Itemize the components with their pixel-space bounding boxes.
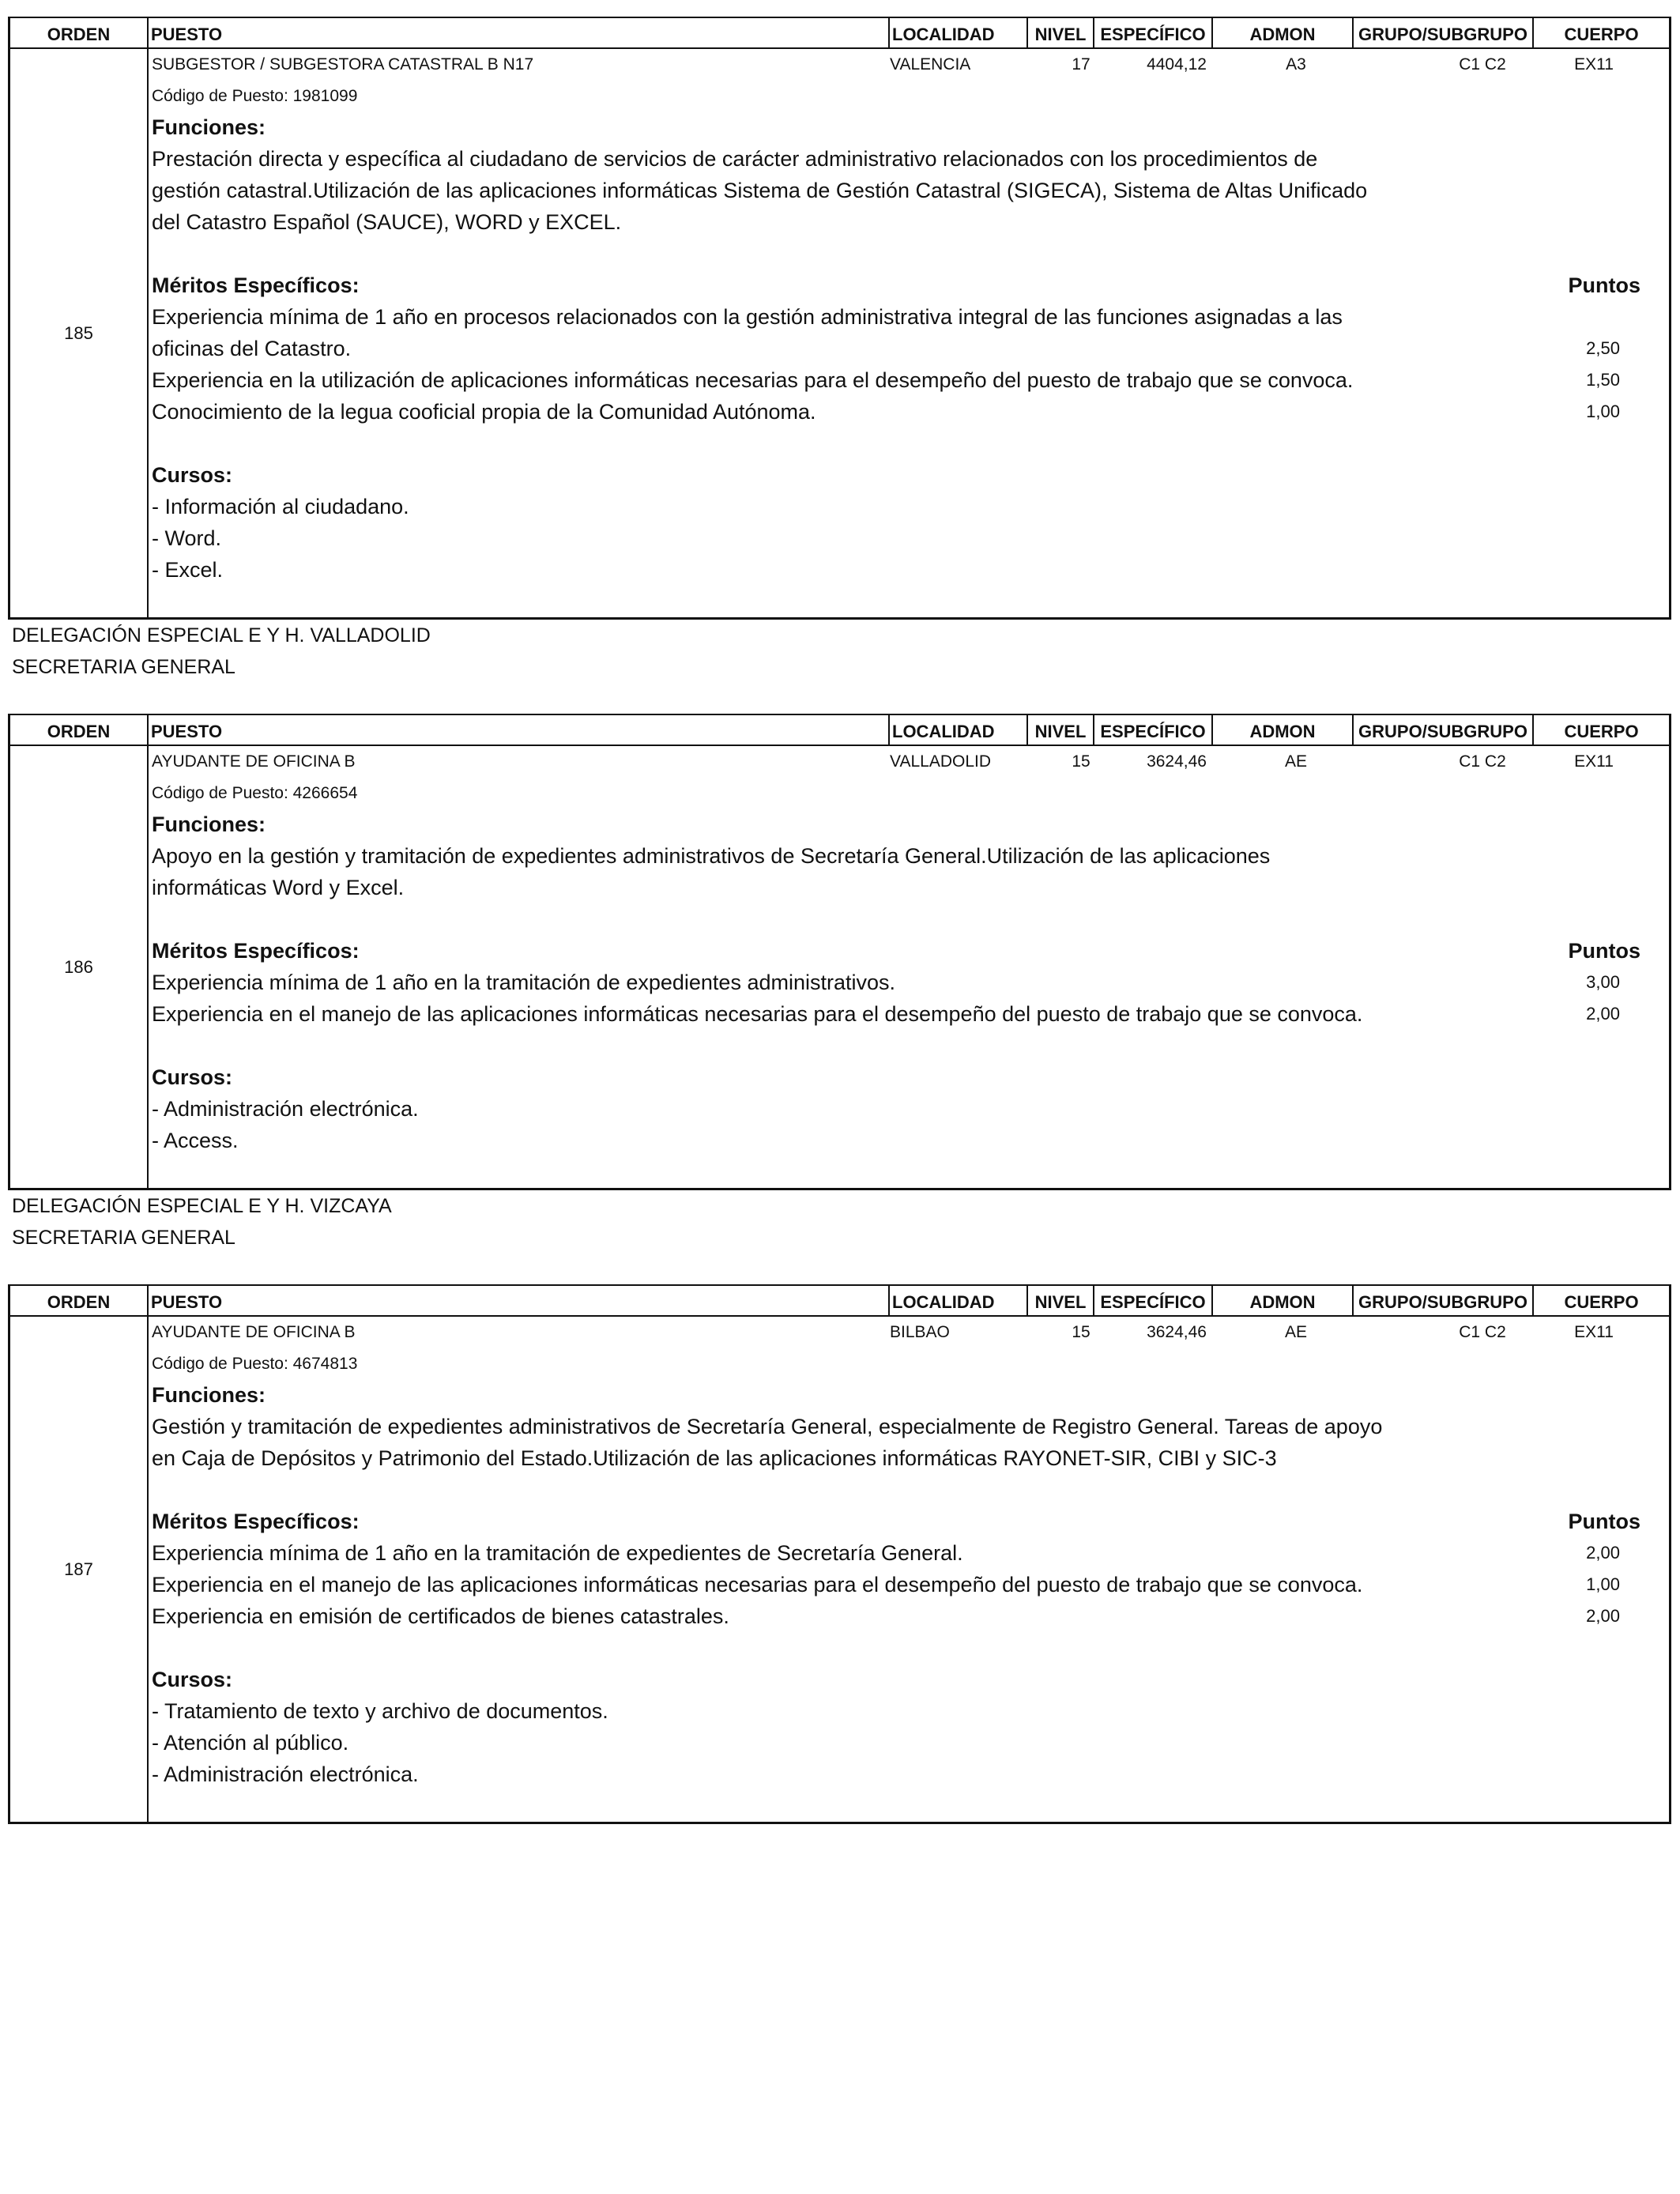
section-heading bbox=[8, 1190, 1671, 1284]
admon-value: AE bbox=[1284, 1323, 1307, 1341]
merito-puntos: 1,00 bbox=[1586, 1574, 1620, 1594]
header-cuerpo: CUERPO bbox=[1564, 1292, 1639, 1312]
curso-item: - Word. bbox=[152, 526, 222, 550]
puntos-label: Puntos bbox=[1568, 273, 1640, 297]
header-grupo-subgrupo: GRUPO/SUBGRUPO bbox=[1354, 1286, 1534, 1315]
merito-text: Experiencia mínima de 1 año en la tramitación de expedientes de Secretaría General. bbox=[152, 1541, 963, 1565]
table-header-row bbox=[10, 715, 1669, 746]
funciones-text: informáticas Word y Excel. bbox=[152, 876, 405, 899]
header-localidad: LOCALIDAD bbox=[890, 715, 1028, 745]
codigo-puesto: Código de Puesto: 4674813 bbox=[152, 1355, 358, 1373]
header-puesto: PUESTO bbox=[149, 1286, 890, 1315]
position-table bbox=[8, 1284, 1671, 1824]
codigo-puesto: Código de Puesto: 1981099 bbox=[152, 87, 358, 105]
funciones-text: Prestación directa y específica al ciudadano de servicios de carácter administrativo relacionados con los procedimientos de bbox=[152, 147, 1318, 171]
meritos-header-row bbox=[152, 1506, 1669, 1537]
puesto-title: AYUDANTE DE OFICINA B bbox=[152, 752, 356, 771]
spacer bbox=[152, 428, 1669, 459]
merito-puntos: 2,50 bbox=[1586, 338, 1620, 358]
position-body bbox=[10, 746, 1669, 1188]
admon-value: AE bbox=[1284, 752, 1307, 771]
merito-text: Experiencia en el manejo de las aplicaciones informáticas necesarias para el desempeño del puesto de trabajo que se convoca. bbox=[152, 1573, 1363, 1596]
delegation-name: DELEGACIÓN ESPECIAL E Y H. VIZCAYA bbox=[12, 1195, 392, 1217]
orden-number: 186 bbox=[10, 746, 149, 1188]
localidad-value: BILBAO bbox=[890, 1323, 950, 1341]
merito-row bbox=[152, 1569, 1669, 1600]
delegation-name: DELEGACIÓN ESPECIAL E Y H. VALLADOLID bbox=[12, 624, 431, 647]
meritos-label: Méritos Específicos: bbox=[152, 939, 360, 963]
spacer bbox=[152, 1790, 1669, 1822]
header-cuerpo: CUERPO bbox=[1564, 722, 1639, 741]
merito-text: oficinas del Catastro. bbox=[152, 337, 352, 360]
cuerpo-value: EX11 bbox=[1574, 752, 1614, 771]
puntos-label: Puntos bbox=[1568, 1510, 1640, 1533]
spacer bbox=[152, 1030, 1669, 1061]
section-heading bbox=[8, 620, 1671, 714]
merito-row bbox=[152, 333, 1669, 364]
funciones-text: Gestión y tramitación de expedientes administrativos de Secretaría General, especialmente de Registro General. Tareas de apoyo bbox=[152, 1415, 1383, 1438]
position-body bbox=[10, 1317, 1669, 1822]
puesto-title: AYUDANTE DE OFICINA B bbox=[152, 1323, 356, 1341]
admon-value: A3 bbox=[1286, 55, 1306, 74]
merito-row bbox=[152, 301, 1669, 333]
codigo-puesto: Código de Puesto: 4266654 bbox=[152, 784, 358, 802]
merito-row bbox=[152, 1600, 1669, 1632]
spacer bbox=[152, 1632, 1669, 1664]
funciones-label: Funciones: bbox=[152, 115, 266, 139]
position-content bbox=[149, 49, 1669, 617]
funciones-text: Apoyo en la gestión y tramitación de expedientes administrativos de Secretaría General.Utilización de las aplicaciones bbox=[152, 844, 1271, 868]
nivel-value: 15 bbox=[1072, 1323, 1090, 1341]
puntos-label: Puntos bbox=[1568, 939, 1640, 963]
position-body bbox=[10, 49, 1669, 617]
position-summary-row bbox=[152, 1317, 1669, 1348]
especifico-value: 3624,46 bbox=[1147, 752, 1207, 771]
position-table bbox=[8, 17, 1671, 620]
header-nivel: NIVEL bbox=[1028, 18, 1094, 47]
localidad-value: VALENCIA bbox=[890, 55, 971, 74]
merito-text: Experiencia en emisión de certificados de bienes catastrales. bbox=[152, 1604, 729, 1628]
merito-row bbox=[152, 364, 1669, 396]
merito-row bbox=[152, 967, 1669, 998]
curso-item: - Información al ciudadano. bbox=[152, 495, 409, 518]
header-nivel: NIVEL bbox=[1028, 715, 1094, 745]
header-especifico: ESPECÍFICO bbox=[1094, 715, 1213, 745]
document bbox=[8, 17, 1671, 1824]
table-header-row bbox=[10, 18, 1669, 49]
grupo-value: C1 C2 bbox=[1459, 752, 1506, 771]
merito-puntos: 2,00 bbox=[1586, 1606, 1620, 1626]
position-table bbox=[8, 714, 1671, 1190]
spacer bbox=[152, 586, 1669, 617]
merito-row bbox=[152, 1537, 1669, 1569]
funciones-label: Funciones: bbox=[152, 812, 266, 836]
nivel-value: 15 bbox=[1072, 752, 1090, 771]
localidad-value: VALLADOLID bbox=[890, 752, 991, 771]
header-especifico: ESPECÍFICO bbox=[1094, 1286, 1213, 1315]
cursos-label: Cursos: bbox=[152, 1065, 233, 1089]
curso-item: - Administración electrónica. bbox=[152, 1097, 419, 1121]
spacer bbox=[152, 1156, 1669, 1188]
header-orden: ORDEN bbox=[10, 18, 149, 47]
department-name: SECRETARIA GENERAL bbox=[12, 1227, 235, 1249]
header-admon: ADMON bbox=[1213, 715, 1354, 745]
position-content bbox=[149, 746, 1669, 1188]
header-nivel: NIVEL bbox=[1028, 1286, 1094, 1315]
merito-row bbox=[152, 396, 1669, 428]
funciones-label: Funciones: bbox=[152, 1383, 266, 1407]
especifico-value: 4404,12 bbox=[1147, 55, 1207, 74]
header-admon: ADMON bbox=[1213, 1286, 1354, 1315]
puesto-title: SUBGESTOR / SUBGESTORA CATASTRAL B N17 bbox=[152, 55, 534, 74]
merito-text: Experiencia en la utilización de aplicaciones informáticas necesarias para el desempeño del puesto de trabajo que se convoca. bbox=[152, 368, 1354, 392]
header-grupo-subgrupo: GRUPO/SUBGRUPO bbox=[1354, 18, 1534, 47]
curso-item: - Atención al público. bbox=[152, 1731, 349, 1755]
merito-text: Experiencia mínima de 1 año en la tramitación de expedientes administrativos. bbox=[152, 971, 896, 994]
orden-number: 185 bbox=[10, 49, 149, 617]
orden-number: 187 bbox=[10, 1317, 149, 1822]
cursos-label: Cursos: bbox=[152, 463, 233, 487]
meritos-label: Méritos Específicos: bbox=[152, 273, 360, 297]
meritos-header-row bbox=[152, 935, 1669, 967]
spacer bbox=[152, 1474, 1669, 1506]
header-localidad: LOCALIDAD bbox=[890, 1286, 1028, 1315]
curso-item: - Access. bbox=[152, 1129, 239, 1152]
header-grupo-subgrupo: GRUPO/SUBGRUPO bbox=[1354, 715, 1534, 745]
merito-puntos: 1,00 bbox=[1586, 401, 1620, 421]
curso-item: - Tratamiento de texto y archivo de documentos. bbox=[152, 1699, 608, 1723]
header-orden: ORDEN bbox=[10, 1286, 149, 1315]
merito-puntos: 2,00 bbox=[1586, 1543, 1620, 1563]
merito-puntos: 2,00 bbox=[1586, 1004, 1620, 1023]
position-summary-row bbox=[152, 746, 1669, 778]
cuerpo-value: EX11 bbox=[1574, 55, 1614, 74]
header-puesto: PUESTO bbox=[149, 18, 890, 47]
header-cuerpo: CUERPO bbox=[1564, 25, 1639, 44]
position-summary-row bbox=[152, 49, 1669, 81]
cuerpo-value: EX11 bbox=[1574, 1323, 1614, 1341]
header-puesto: PUESTO bbox=[149, 715, 890, 745]
grupo-value: C1 C2 bbox=[1459, 1323, 1506, 1341]
spacer bbox=[152, 903, 1669, 935]
curso-item: - Excel. bbox=[152, 558, 224, 582]
nivel-value: 17 bbox=[1072, 55, 1090, 74]
especifico-value: 3624,46 bbox=[1147, 1323, 1207, 1341]
merito-text: Experiencia en el manejo de las aplicaciones informáticas necesarias para el desempeño del puesto de trabajo que se convoca. bbox=[152, 1002, 1363, 1026]
header-admon: ADMON bbox=[1213, 18, 1354, 47]
grupo-value: C1 C2 bbox=[1459, 55, 1506, 74]
merito-text: Conocimiento de la legua cooficial propia de la Comunidad Autónoma. bbox=[152, 400, 816, 424]
header-orden: ORDEN bbox=[10, 715, 149, 745]
merito-row bbox=[152, 998, 1669, 1030]
merito-puntos: 1,50 bbox=[1586, 370, 1620, 390]
department-name: SECRETARIA GENERAL bbox=[12, 656, 235, 678]
cursos-label: Cursos: bbox=[152, 1668, 233, 1691]
curso-item: - Administración electrónica. bbox=[152, 1762, 419, 1786]
funciones-text: del Catastro Español (SAUCE), WORD y EXCEL. bbox=[152, 210, 622, 234]
meritos-label: Méritos Específicos: bbox=[152, 1510, 360, 1533]
meritos-header-row bbox=[152, 270, 1669, 301]
spacer bbox=[152, 238, 1669, 270]
merito-puntos: 3,00 bbox=[1586, 972, 1620, 992]
header-especifico: ESPECÍFICO bbox=[1094, 18, 1213, 47]
table-header-row bbox=[10, 1286, 1669, 1317]
position-content bbox=[149, 1317, 1669, 1822]
header-localidad: LOCALIDAD bbox=[890, 18, 1028, 47]
funciones-text: gestión catastral.Utilización de las aplicaciones informáticas Sistema de Gestión Catastral (SIGECA), Sistema de Altas Unificado bbox=[152, 179, 1368, 202]
funciones-text: en Caja de Depósitos y Patrimonio del Estado.Utilización de las aplicaciones informáticas RAYONET-SIR, CIBI y SIC-3 bbox=[152, 1446, 1277, 1470]
merito-text: Experiencia mínima de 1 año en procesos relacionados con la gestión administrativa integral de las funciones asignadas a las bbox=[152, 305, 1343, 329]
